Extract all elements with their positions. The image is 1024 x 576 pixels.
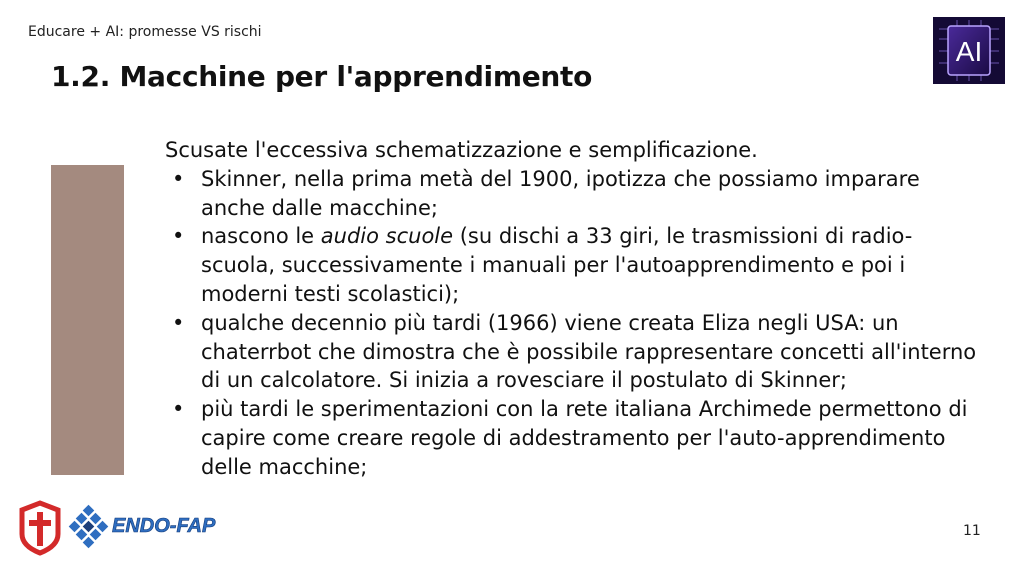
list-item bbox=[165, 165, 980, 223]
endo-fap-logo-text: ENDO-FAP bbox=[112, 515, 216, 537]
slide-body bbox=[165, 136, 980, 482]
bullet-icon: • bbox=[172, 224, 185, 249]
list-item bbox=[165, 309, 980, 395]
slide-title: 1.2. Macchine per l'apprendimento bbox=[51, 60, 593, 93]
presentation-subtitle: Educare + AI: promesse VS rischi bbox=[28, 24, 262, 40]
intro-text: Scusate l'eccessiva schematizzazione e semplificazione. bbox=[165, 138, 758, 162]
bullet-icon: • bbox=[172, 397, 185, 422]
bullet-text: Skinner, nella prima metà del 1900, ipotizza che possiamo imparare anche dalle macchine; bbox=[201, 166, 920, 220]
ai-chip-logo bbox=[933, 17, 1005, 84]
bullet-list bbox=[165, 165, 980, 482]
shield-icon bbox=[22, 503, 58, 553]
list-item bbox=[165, 395, 980, 481]
page-number: 11 bbox=[963, 523, 981, 539]
ai-logo-text: AI bbox=[955, 36, 983, 67]
bullet-text: qualche decennio più tardi (1966) viene creata Eliza negli USA: un chaterrbot che dimostra che è possibile rappresentare concetti all'interno di un calcolatore. Si inizia a rovesciare il postulato di Skinner; bbox=[201, 310, 977, 393]
bullet-text-suffix: (su dischi a 33 giri, le trasmissioni di radio-scuola, successivamente i manuali per l'autoapprendimento e poi i moderni testi scolastici); bbox=[201, 224, 913, 306]
diamond-cluster-icon bbox=[68, 504, 109, 549]
bullet-text-prefix: nascono le bbox=[201, 224, 321, 249]
bullet-text: più tardi le sperimentazioni con la rete italiana Archimede permettono di capire come creare regole di addestramento per l'auto-apprendimento delle macchine; bbox=[201, 397, 968, 479]
bullet-emphasis: audio scuole bbox=[320, 224, 454, 249]
bullet-icon: • bbox=[172, 310, 185, 335]
endo-fap-logo bbox=[18, 500, 248, 556]
bullet-icon: • bbox=[172, 166, 185, 191]
decorative-side-bar bbox=[51, 165, 124, 475]
list-item bbox=[165, 222, 980, 308]
